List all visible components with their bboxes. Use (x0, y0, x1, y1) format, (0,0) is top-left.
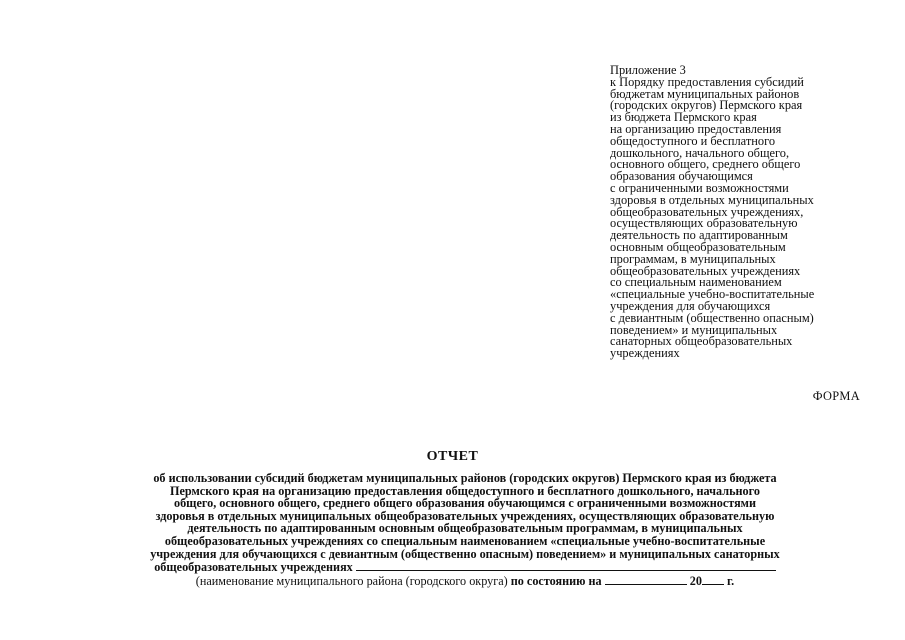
body-line: общеобразовательных учреждениях со специальным наименованием «специальные учебно-воспитательные (164, 533, 766, 548)
appendix-line: основного общего, среднего общего (610, 157, 801, 172)
municipality-name-field[interactable] (356, 560, 776, 571)
body-last-line-text: общеобразовательных учреждениях (154, 560, 353, 575)
appendix-line: здоровья в отдельных муниципальных (610, 192, 814, 207)
appendix-line: общедоступного и бесплатного (610, 133, 776, 148)
appendix-line: к Порядку предоставления субсидий (610, 74, 804, 89)
municipality-caption: (наименование муниципального района (городского округа) (195, 573, 508, 588)
appendix-line: общеобразовательных учреждениях (610, 263, 801, 278)
body-line: Пермского края на организацию предоставления общедоступного и бесплатного дошкольного, начального (170, 483, 760, 498)
year-field[interactable] (702, 574, 724, 585)
document-title: ОТЧЕТ (426, 449, 479, 464)
appendix-line: общеобразовательных учреждениях, (610, 204, 804, 219)
report-subject (70, 472, 860, 587)
appendix-line: бюджетам муниципальных районов (610, 86, 800, 101)
appendix-line: (городских округов) Пермского края (610, 98, 803, 113)
body-line: здоровья в отдельных муниципальных общеобразовательных учреждениях, осуществляющих образовательную (155, 508, 775, 523)
appendix-line: основным общеобразовательным (610, 239, 786, 254)
appendix-line: учреждениях (610, 346, 680, 361)
form-label: ФОРМА (812, 389, 860, 403)
appendix-line: на организацию предоставления (610, 121, 782, 136)
appendix-line: осуществляющих образовательную (610, 216, 798, 231)
appendix-line: с девиантным (общественно опасным) (610, 310, 814, 325)
body-last-line (70, 560, 860, 574)
appendix-line: поведением» и муниципальных (610, 322, 778, 337)
appendix-line: учреждения для обучающихся (610, 298, 771, 313)
caption-line (70, 574, 860, 588)
body-line: общего, основного общего, среднего общего образования обучающимся с ограниченными возможностями (173, 496, 756, 511)
body-line: об использовании субсидий бюджетам муниципальных районов (городских округов) Пермского края из бюджета (153, 471, 777, 485)
body-line: деятельность по адаптированным основным общеобразовательным программам, в муниципальных (187, 521, 743, 536)
appendix-block (610, 65, 880, 360)
appendix-line: «специальные учебно-воспитательные (610, 287, 815, 302)
year-prefix: 20 (689, 573, 702, 588)
appendix-line: деятельность по адаптированным (610, 228, 788, 243)
appendix-line: с ограниченными возможностями (610, 180, 789, 195)
appendix-line: Приложение 3 (610, 63, 686, 77)
date-field[interactable] (605, 574, 687, 585)
appendix-line: программам, в муниципальных (610, 251, 776, 266)
year-suffix: г. (726, 573, 735, 588)
as-of-label: по состоянию на (510, 573, 602, 588)
appendix-line: образования обучающимся (610, 169, 753, 184)
appendix-line: со специальным наименованием (610, 275, 782, 290)
appendix-line: из бюджета Пермского края (610, 110, 757, 125)
appendix-line: санаторных общеобразовательных (610, 334, 793, 349)
body-line: учреждения для обучающихся с девиантным (общественно опасным) поведением» и муниципальных санаторных (150, 546, 780, 561)
appendix-line: дошкольного, начального общего, (610, 145, 790, 160)
